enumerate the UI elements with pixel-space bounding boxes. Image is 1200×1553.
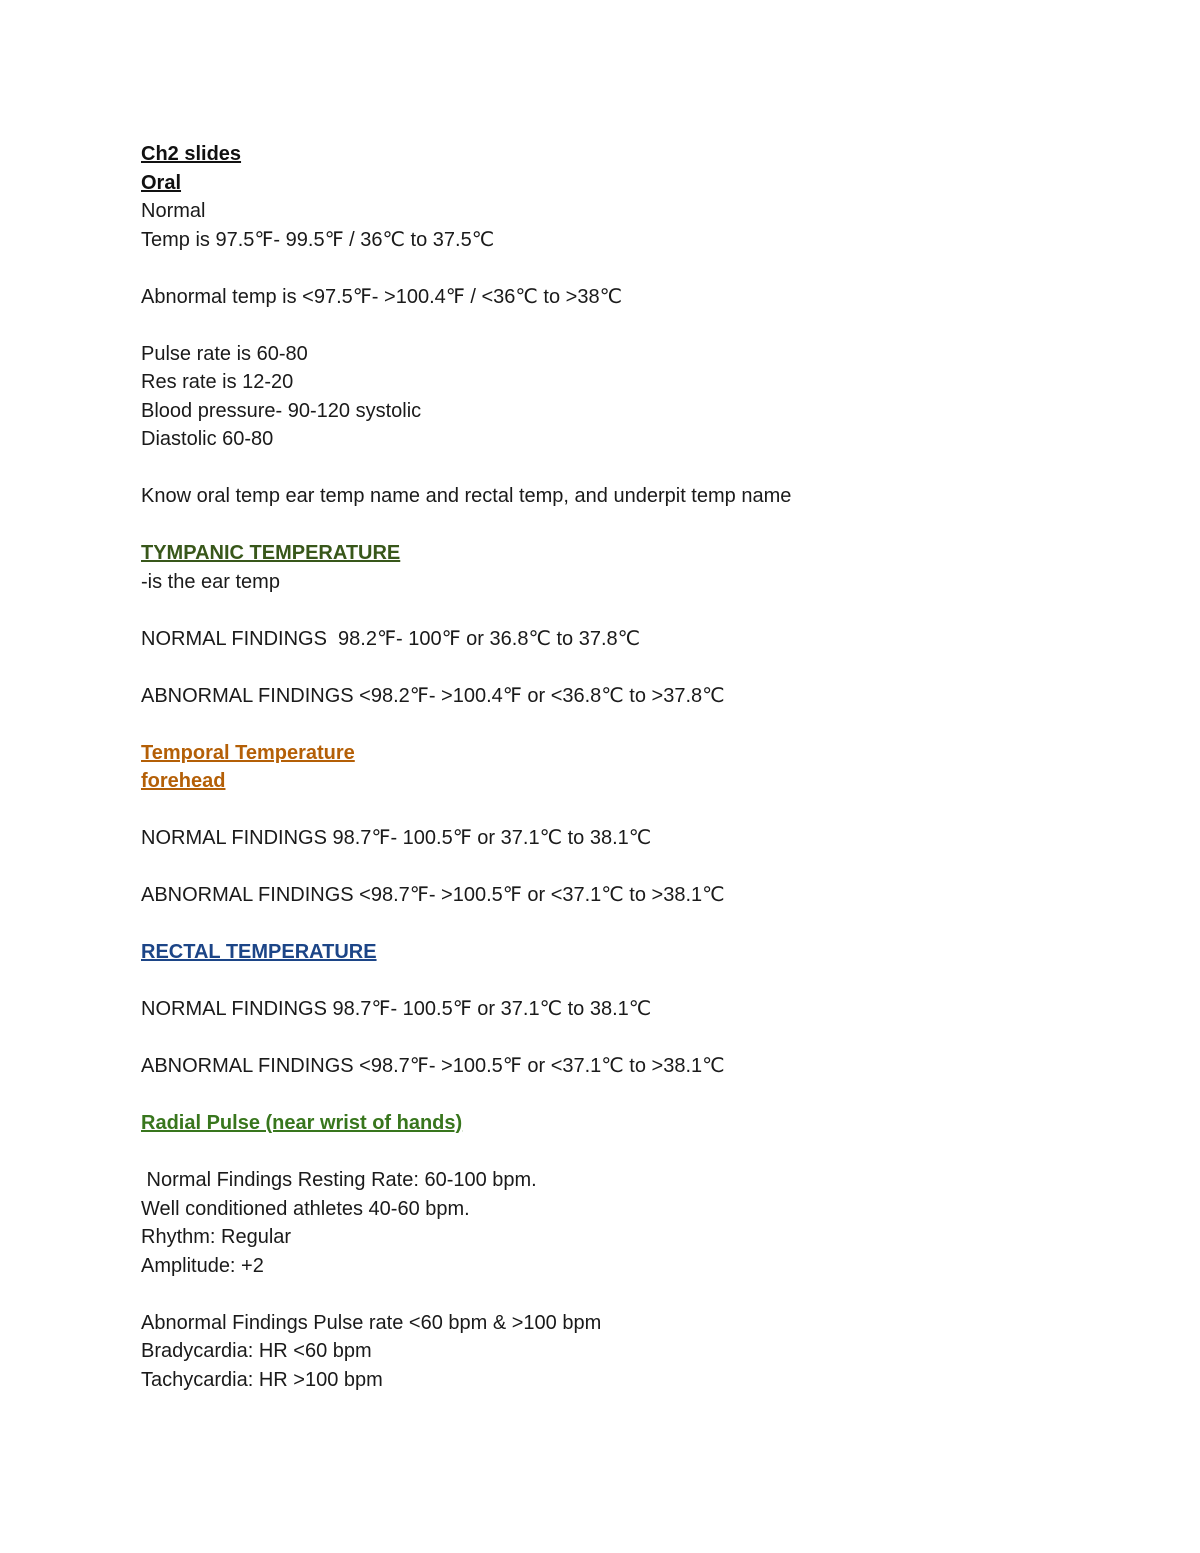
tympanic-normal: NORMAL FINDINGS 98.2℉- 100℉ or 36.8℃ to 37.8℃ — [141, 627, 641, 650]
oral-heading: Oral — [141, 171, 182, 194]
tachycardia-line: Tachycardia: HR >100 bpm — [141, 1368, 383, 1391]
tympanic-heading: TYMPANIC TEMPERATURE — [141, 542, 401, 564]
spacer — [141, 853, 1141, 882]
spacer — [141, 1280, 1141, 1309]
spacer — [141, 967, 1141, 996]
spacer — [141, 511, 1141, 540]
spacer — [141, 710, 1141, 739]
tympanic-subtitle: -is the ear temp — [141, 570, 280, 593]
study-note: Know oral temp ear temp name and rectal temp, and underpit temp name — [141, 485, 792, 507]
temporal-normal: NORMAL FINDINGS 98.7℉- 100.5℉ or 37.1℃ to 38.1℃ — [141, 827, 652, 849]
temporal-heading: Temporal Temperature — [141, 741, 355, 764]
oral-normal-temp: Temp is 97.5℉- 99.5℉ / 36℃ to 37.5℃ — [141, 228, 495, 251]
spacer — [141, 653, 1141, 682]
radial-rhythm: Rhythm: Regular — [141, 1226, 292, 1248]
spacer — [141, 311, 1141, 340]
rectal-abnormal: ABNORMAL FINDINGS <98.7℉- >100.5℉ or <37.1℃ to >38.1℃ — [141, 1055, 725, 1077]
diastolic-line: Diastolic 60-80 — [141, 428, 274, 450]
spacer — [141, 254, 1141, 283]
rectal-heading: RECTAL TEMPERATURE — [141, 941, 377, 963]
spacer — [141, 796, 1141, 825]
res-rate-line: Res rate is 12-20 — [141, 371, 294, 393]
radial-heading: Radial Pulse (near wrist of hands) — [141, 1112, 463, 1134]
tympanic-abnormal: ABNORMAL FINDINGS <98.2℉- >100.4℉ or <36.8℃ to >37.8℃ — [141, 684, 725, 707]
spacer — [141, 1138, 1141, 1167]
pulse-rate-line: Pulse rate is 60-80 — [141, 342, 308, 365]
spacer — [141, 1081, 1141, 1110]
temporal-abnormal: ABNORMAL FINDINGS <98.7℉- >100.5℉ or <37.1℃ to >38.1℃ — [141, 884, 725, 906]
oral-normal-label: Normal — [141, 200, 206, 222]
document-page — [141, 140, 1141, 1394]
radial-abnormal-rate: Abnormal Findings Pulse rate <60 bpm & >100 bpm — [141, 1311, 602, 1334]
blood-pressure-line: Blood pressure- 90-120 systolic — [141, 399, 422, 422]
radial-amplitude: Amplitude: +2 — [141, 1254, 264, 1277]
spacer — [141, 454, 1141, 483]
radial-normal-rate: Normal Findings Resting Rate: 60-100 bpm. — [141, 1169, 537, 1191]
spacer — [141, 1024, 1141, 1053]
oral-abnormal-temp: Abnormal temp is <97.5℉- >100.4℉ / <36℃ to >38℃ — [141, 285, 623, 308]
bradycardia-line: Bradycardia: HR <60 bpm — [141, 1340, 372, 1362]
spacer — [141, 596, 1141, 625]
rectal-normal: NORMAL FINDINGS 98.7℉- 100.5℉ or 37.1℃ to 38.1℃ — [141, 998, 652, 1020]
radial-athletes: Well conditioned athletes 40-60 bpm. — [141, 1197, 470, 1220]
spacer — [141, 910, 1141, 939]
document-title: Ch2 slides — [141, 143, 242, 165]
temporal-subheading: forehead — [141, 770, 226, 792]
